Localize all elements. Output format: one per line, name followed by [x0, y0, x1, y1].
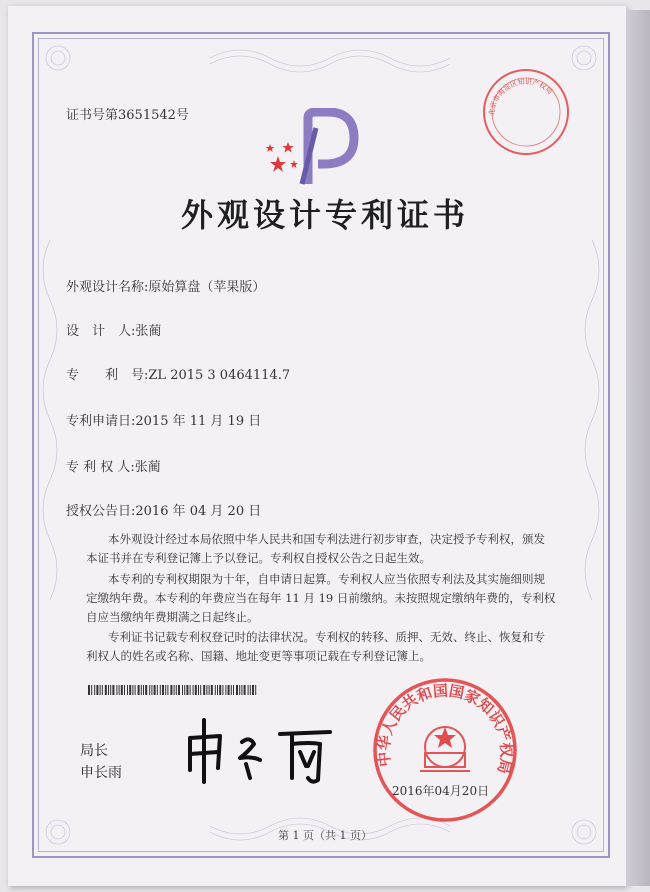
seal-text: 中华人民共和国国家知识产权局: [374, 681, 516, 776]
field-label: 专利申请日:: [66, 414, 136, 429]
certificate-title: 外观设计专利证书: [180, 196, 469, 234]
field-value: 2016 年 04 月 20 日: [135, 504, 262, 519]
field-label: 专 利 号:: [66, 368, 149, 383]
official-name: 申长雨: [80, 765, 122, 781]
field-label: 设 计 人:: [66, 324, 136, 339]
director-signature: [180, 708, 350, 788]
paragraph-term: 本专利的专利权期限为十年，自申请日起算。专利权人应当依照专利法及其实施细则规定缴纳年费。本专利的年费应当在每年 11 月 19 日前缴纳。未按照规定缴纳年费的，专利权自应当缴纳年费期满之日起终止。: [86, 572, 556, 624]
printing-seal-text: 北京市海淀区知识产权局: [487, 77, 554, 117]
official-red-seal: [370, 675, 520, 825]
field-value: ZL 2015 3 0464114.7: [148, 368, 291, 383]
official-title: 局长: [80, 743, 108, 759]
field-grant-date: [66, 500, 261, 519]
field-value: 原始算盘（苹果版）: [148, 280, 266, 295]
field-designer: [66, 320, 161, 339]
field-value: 2015 年 11 月 19 日: [135, 414, 262, 429]
certificate-number: 证书号第3651542号: [66, 108, 189, 123]
page-number: 第 1 页（共 1 页）: [278, 829, 372, 842]
field-patent-number: [66, 364, 290, 383]
patent-office-logo: [258, 108, 368, 188]
field-design-name: [66, 276, 265, 295]
field-label: 授权公告日:: [66, 504, 136, 519]
field-label: 外观设计名称:: [66, 280, 149, 295]
page-edge-shadow: [626, 10, 650, 886]
field-value: 张蔺: [134, 460, 161, 475]
field-patentee: [66, 456, 161, 475]
field-application-date: [66, 410, 261, 429]
barcode: [88, 685, 258, 695]
field-label: 专 利 权 人:: [66, 460, 135, 475]
field-value: 张蔺: [135, 324, 162, 339]
printing-seal: [480, 66, 572, 158]
paragraph-grant: 本外观设计经过本局依照中华人民共和国专利法进行初步审查，决定授予专利权，颁发本证书并在专利登记簿上予以登记。专利权自授权公告之日起生效。: [86, 532, 545, 565]
paragraph-registration: 专利证书记载专利权登记时的法律状况。专利权的转移、质押、无效、终止、恢复和专利权人的姓名或名称、国籍、地址变更等事项记载在专利登记簿上。: [86, 630, 545, 663]
seal-date: 2016年04月20日: [392, 784, 490, 798]
